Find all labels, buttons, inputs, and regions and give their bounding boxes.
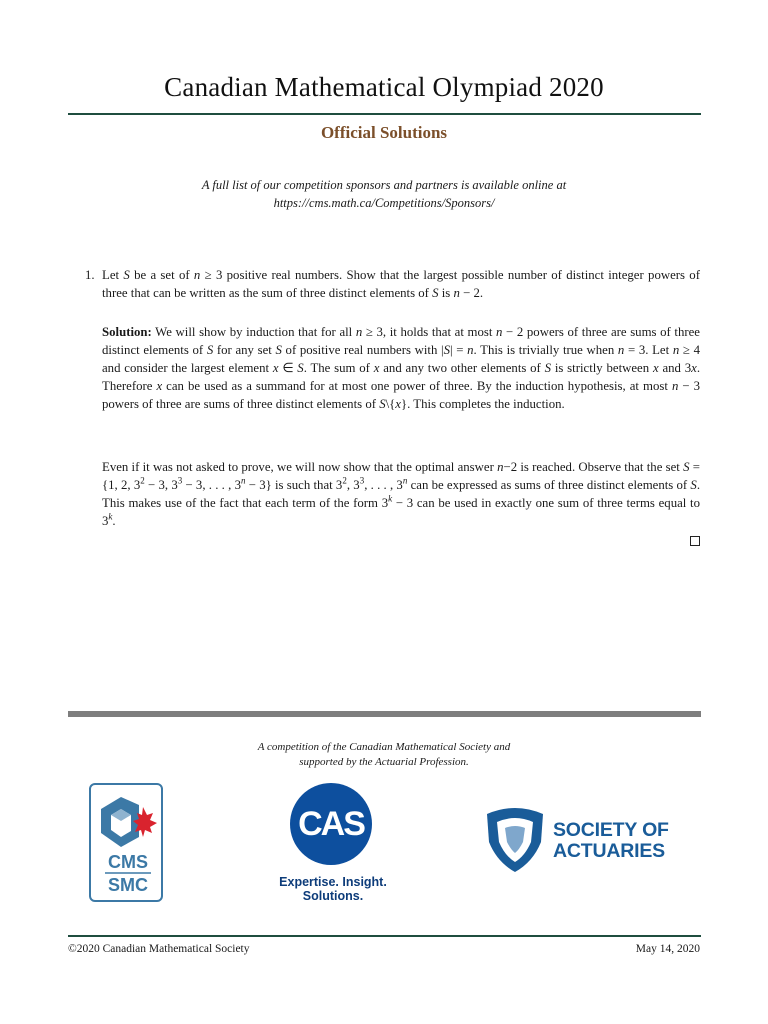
footer-note [0,740,768,770]
cas-logo [270,781,396,907]
page-subtitle: Official Solutions [320,123,448,142]
solution-label: Solution: [102,325,152,339]
cms-smc-logo [89,783,163,902]
problem-number: 1. [85,268,95,282]
footer-note-line-2: supported by the Actuarial Profession. [299,756,469,768]
qed-square-icon [690,536,700,546]
title-rule [68,113,701,115]
problem-1 [85,266,705,302]
footer-rule [68,935,701,937]
sponsor-note [0,176,768,212]
copyright: ©2020 Canadian Mathematical Society [68,943,250,955]
smc-text: SMC [108,875,148,895]
cms-text: CMS [108,852,148,872]
problem-statement: Let S be a set of n ≥ 3 positive real numbers. Show that the largest possible number of distinct integer powers of three that can be written as the sum of three distinct elements of S is n − 2. [102,268,700,300]
footer-note-line-1: A competition of the Canadian Mathematical Society and [257,741,511,753]
cms-emblem-icon [91,785,165,904]
soa-text: SOCIETY OF ACTUARIES [553,819,669,862]
cas-circle-icon: CAS [290,783,372,865]
soa-logo [483,806,683,876]
page-title: Canadian Mathematical Olympiad 2020 [164,72,604,102]
soa-shield-icon [483,806,547,876]
solution-paragraph-1: Solution: We will show by induction that for all n ≥ 3, it holds that at most n − 2 powers of three are sums of three distinct elements of S for any set S of positive real numbers with |S| = n. This is trivially true when n = 3. Let n ≥ 4 and consider the largest element x ∈ S. The sum of x and any two other elements of S is strictly between x and 3x. Therefore x can be used as a summand for at most one power of three. By the induction hypothesis, at most n − 3 powers of three are sums of three distinct elements of S\{x}. This completes the induction. [102,325,701,411]
cas-tagline: Expertise. Insight. Solutions. [279,875,387,903]
document-date: May 14, 2020 [635,943,700,955]
solution-paragraph-2: Even if it was not asked to prove, we will now show that the optimal answer n−2 is reached. Observe that the set S = {1, 2, $3^2 - 3$, $3^3 - 3$, . . . , $3^n - 3$} is such that $3^2$, $3^3$, . . . , 3$^n$ can be expressed as sums of three distinct elements of S. This makes use of the fact that each term of the form $3^k - 3$ can be used in exactly one sum of three terms equal to 3$^k$. [102,460,701,528]
footer-gray-rule [68,711,701,717]
sponsor-note-line-1: A full list of our competition sponsors and partners is available online at [201,178,567,192]
sponsor-note-url: https://cms.math.ca/Competitions/Sponsors/ [273,196,495,210]
